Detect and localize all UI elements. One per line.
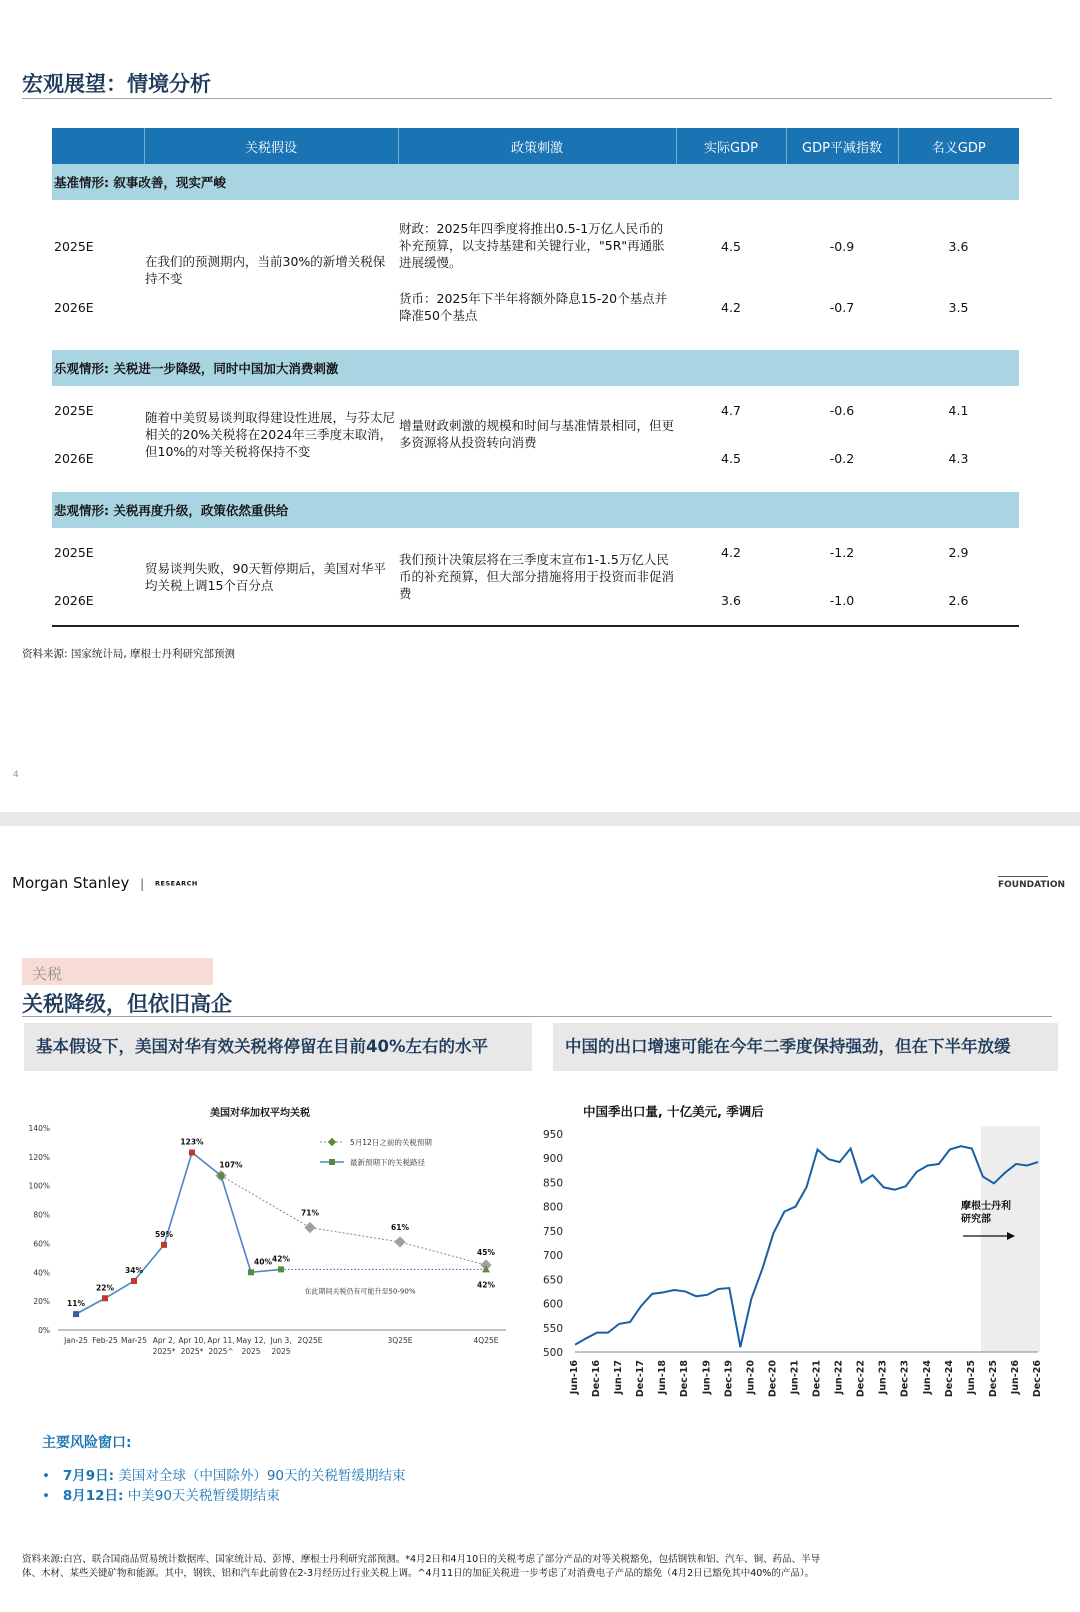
year-cell: 2026E [54,299,94,315]
data-point-latest [278,1266,284,1272]
x-tick-label: 3Q25E [387,1336,413,1345]
deflator-value: -0.6 [829,402,855,418]
policy-monetary: 货币：2025年下半年将额外降息15-20个基点并降准50个基点 [399,291,668,323]
x-tick-label: Dec-17 [635,1360,647,1398]
scenario-bear-header [52,492,1019,528]
y-tick-label: 120% [28,1152,50,1162]
forecast-label: 研究部 [961,1214,991,1225]
risk-text: 美国对全球（中国除外）90天的关税暂缓期结束 [114,1468,406,1484]
tariff-assumption: 在我们的预测期内，当前30%的新增关税保持不变 [145,254,386,286]
x-tick-label: Dec-18 [679,1360,691,1398]
risk-item: • 8月12日: 中美90天关税暂缓期结束 [42,1488,280,1504]
data-point-latest [131,1278,137,1284]
data-point-old [304,1222,315,1233]
series-line-old [221,1176,486,1265]
y-tick-label: 550 [542,1322,563,1335]
x-tick-label: Jun-23 [877,1360,889,1395]
data-point-old [394,1236,405,1247]
export-chart [542,1092,1053,1404]
foundation-label: FOUNDATION [998,880,1066,890]
risk-date: 8月12日: [62,1488,124,1504]
risk-date: 7月9日: [62,1468,115,1484]
x-tick-label: 4Q25E [473,1336,499,1345]
title-divider [22,98,1052,99]
x-tick-label: Dec-24 [943,1360,955,1398]
data-label: 123% [180,1137,204,1147]
section-tag: 关税 [32,965,63,983]
x-tick-label: Apr 10, [178,1336,206,1345]
x-tick-label: Dec-26 [1032,1360,1043,1398]
policy-fiscal: 财政：2025年四季度将推出0.5-1万亿人民币的补充预算，以支持基建和关键行业，"5R"再通胀进展缓慢。 [399,221,665,270]
forecast-shade [981,1126,1040,1352]
y-tick-label: 500 [542,1347,563,1359]
forecast-label: 摩根士丹利 [961,1201,1011,1212]
year-cell: 2025E [54,402,94,418]
y-tick-label: 80% [33,1210,50,1220]
y-tick-label: 600 [542,1298,563,1311]
nominal-gdp-value: 3.5 [948,299,969,315]
x-tick-label: Feb-25 [92,1336,118,1345]
x-tick-label: Jun-24 [921,1360,933,1395]
y-tick-label: 700 [542,1250,563,1263]
y-tick-label: 750 [542,1225,563,1238]
data-label: 11% [67,1299,85,1309]
data-label: 34% [125,1265,143,1275]
data-label: 42% [272,1254,290,1264]
page2-title-divider [22,1016,1052,1017]
deflator-value: -1.2 [829,544,855,560]
policy-stimulus: 我们预计决策层将在三季度末宣布1-1.5万亿人民币的补充预算，但大部分措施将用于投资而非促消费 [399,552,675,601]
y-tick-label: 0% [38,1326,50,1335]
x-tick-label: 2Q25E [297,1336,323,1345]
scenario-name: 乐观情形: 关税进一步降级，同时中国加大消费刺激 [52,350,1019,386]
x-tick-label: Jun-19 [701,1360,713,1395]
deflator-value: -1.0 [829,593,855,608]
x-tick-label: Jun-18 [657,1360,669,1395]
legend-marker-old [328,1138,336,1146]
data-point-latest [161,1242,167,1248]
table-header-row [52,128,1019,164]
nominal-gdp-value: 2.6 [948,593,969,608]
scenario-bull-header [52,350,1019,386]
y-tick-label: 950 [542,1129,563,1141]
y-tick-label: 800 [542,1201,563,1214]
year-cell: 2026E [54,450,94,466]
x-tick-label: Mar-25 [121,1336,147,1345]
legend-label: 最新预期下的关税路径 [350,1158,425,1167]
x-tick-label: 2025 [271,1347,291,1356]
y-tick-label: 60% [33,1239,50,1249]
foundation-rule [998,876,1048,877]
risk-title: 主要风险窗口: [42,1435,132,1451]
real-gdp-value: 4.7 [721,402,741,418]
banner-right: 中国的出口增速可能在今年二季度保持强劲，但在下半年放缓 [553,1023,1058,1071]
y-tick-label: 100% [28,1181,50,1191]
chart-annotation: 在此期间关税仍有可能升至50-90% [304,1287,416,1296]
x-tick-label: Apr 11, [207,1336,235,1345]
policy-stimulus: 增量财政刺激的规模和时间与基准情景相同，但更多资源将从投资转向消费 [399,418,675,450]
x-tick-label: Jun-20 [745,1360,757,1395]
risk-item: • 7月9日: 美国对全球（中国除外）90天的关税暂缓期结束 [42,1468,406,1484]
nominal-gdp-value: 4.3 [948,450,969,466]
table-row [52,528,1019,576]
tariff-assumption: 随着中美贸易谈判取得建设性进展，与芬太尼相关的20%关税将在2024年三季度末取消，但10%的对等关税将保持不变 [145,409,396,459]
chart-title: 美国对华加权平均关税 [210,1108,310,1119]
page2-source-note [22,1553,1052,1581]
risk-list [42,1466,406,1506]
data-point-latest [102,1295,108,1301]
scenario-name: 基准情形: 叙事改善，现实严峻 [52,164,1019,200]
header-tariff: 关税假设 [144,128,398,164]
header-nominal-gdp: 名义GDP [898,128,1019,164]
data-point-latest [248,1269,254,1275]
x-tick-label: Jun-17 [613,1360,625,1395]
x-tick-label: 2025 [241,1347,261,1356]
risk-text: 中美90天关税暂缓期结束 [123,1488,280,1504]
x-tick-label: Dec-22 [855,1360,867,1398]
source-note-line: 资料来源:白宫、联合国商品贸易统计数据库、国家统计局、彭博、摩根士丹利研究部预测。*4月2日和4月10日的关税考虑了部分产品的对等关税豁免，包括钢铁和铝、汽车、铜、药品、半导 [22,1554,821,1565]
scenario-table [52,128,1019,627]
x-tick-label: Dec-25 [987,1360,999,1398]
header-deflator: GDP平减指数 [786,128,898,164]
real-gdp-value: 4.5 [721,239,741,254]
real-gdp-value: 4.2 [721,544,741,560]
brand-logo [12,874,198,892]
x-tick-label: Jun-16 [569,1360,580,1395]
data-label: 42% [477,1280,495,1290]
x-tick-label: 2025* [152,1347,176,1356]
nominal-gdp-value: 4.1 [948,402,969,418]
x-tick-label: Jun-25 [965,1360,977,1395]
table-row [52,386,1019,434]
x-tick-label: 2025* [180,1347,204,1356]
y-tick-label: 140% [28,1124,50,1133]
data-point-latest [73,1311,79,1317]
data-label: 22% [96,1283,114,1293]
tariff-assumption: 贸易谈判失败，90天暂停期后，美国对华平均关税上调15个百分点 [145,560,386,593]
x-tick-label: Dec-21 [811,1360,823,1398]
x-tick-label: Jun 3, [270,1336,292,1345]
page-separator [0,812,1080,826]
page-title: 宏观展望：情境分析 [22,72,211,96]
deflator-value: -0.9 [829,239,855,254]
source-note-line: 体、木材、某些关键矿物和能源。其中，钢铁、铝和汽车此前曾在2-3月经历过行业关税上调。^4月11日的加征关税进一步考虑了对消费电子产品的豁免（4月2日已豁免其中40%的产品）。 [22,1568,815,1579]
real-gdp-value: 3.6 [721,593,741,608]
y-tick-label: 900 [542,1153,563,1166]
series-line-exports [575,1146,1038,1347]
data-label: 71% [301,1208,319,1218]
page-number: 4 [13,770,19,780]
nominal-gdp-value: 3.6 [948,239,969,254]
x-tick-label: Apr 2, [152,1336,176,1345]
data-label: 59% [155,1229,173,1239]
brand-separator: | [140,877,145,891]
banner-left: 基本假设下，美国对华有效关税将停留在目前40%左右的水平 [24,1023,532,1071]
y-tick-label: 850 [542,1177,563,1190]
brand-name: Morgan Stanley [12,874,130,892]
chart-title: 中国季出口量, 十亿美元, 季调后 [583,1104,764,1119]
deflator-value: -0.2 [829,450,855,466]
data-label: 45% [477,1248,495,1258]
deflator-value: -0.7 [829,299,855,315]
legend-label: 5月12日之前的关税预期 [350,1138,432,1147]
y-tick-label: 20% [33,1297,50,1307]
table-row [52,200,1019,274]
year-cell: 2026E [54,593,94,608]
y-tick-label: 40% [33,1268,50,1278]
x-tick-label: Dec-16 [591,1360,603,1398]
data-label: 40% [254,1257,272,1267]
nominal-gdp-value: 2.9 [948,544,969,560]
x-tick-label: Jun-21 [789,1360,801,1395]
x-tick-label: Jan-25 [64,1336,88,1345]
data-label: 61% [391,1222,409,1232]
header-policy: 政策刺激 [398,128,676,164]
real-gdp-value: 4.2 [721,299,741,315]
data-point-latest [189,1150,195,1156]
page2-title: 关税降级，但依旧高企 [22,992,232,1016]
header-real-gdp: 实际GDP [676,128,786,164]
x-tick-label: May 12, [236,1336,266,1345]
scenario-name: 悲观情形: 关税再度升级，政策依然重供给 [52,492,1019,528]
y-tick-label: 650 [542,1274,563,1287]
data-point-latest [218,1173,224,1179]
year-cell: 2025E [54,544,94,560]
tariff-chart [20,1092,520,1392]
source-note: 资料来源: 国家统计局, 摩根士丹利研究部预测 [22,648,236,660]
x-tick-label: Dec-19 [723,1360,735,1398]
x-tick-label: Dec-23 [899,1360,911,1398]
x-tick-label: Dec-20 [767,1360,779,1398]
year-cell: 2025E [54,239,94,254]
x-tick-label: Jun-26 [1009,1360,1021,1395]
x-tick-label: 2025^ [208,1347,234,1356]
real-gdp-value: 4.5 [721,450,741,466]
scenario-base-header [52,164,1019,200]
legend-marker-latest [329,1159,335,1165]
data-label: 107% [219,1160,243,1170]
x-tick-label: Jun-22 [833,1360,845,1395]
brand-sub: RESEARCH [155,879,198,888]
